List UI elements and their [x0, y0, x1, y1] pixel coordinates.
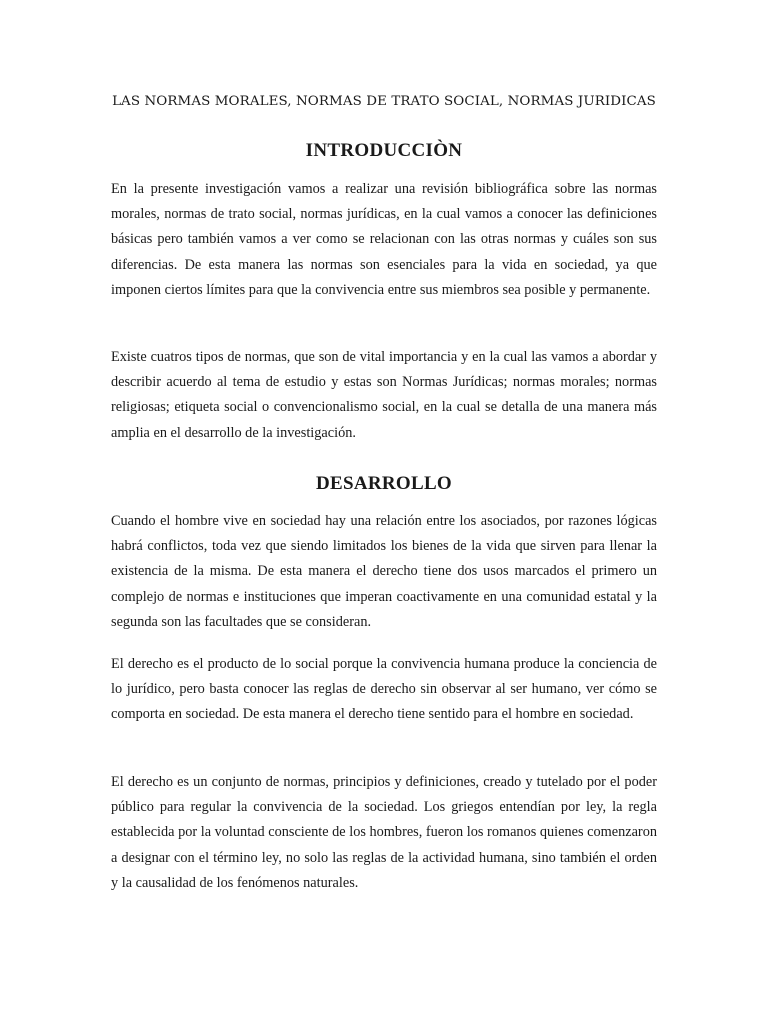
intro-paragraph-1: En la presente investigación vamos a realizar una revisión bibliográfica sobre las normas morales, normas de trato social, normas jurídicas, en la cual vamos a conocer las definiciones básicas pero también vamos a ver como se relacionan con las otras normas y cuáles son sus diferencias. De esta manera las normas son esenciales para la vida en sociedad, ya que imponen ciertos límites para que la convivencia entre sus miembros sea posible y permanente.	[111, 181, 657, 298]
document-title: LAS NORMAS MORALES, NORMAS DE TRATO SOCIAL, NORMAS JURIDICAS	[112, 94, 656, 109]
desarrollo-paragraph-3: El derecho es un conjunto de normas, principios y definiciones, creado y tutelado por el poder público para regular la convivencia de la sociedad. Los griegos entendían por ley, la regla establecida por la voluntad consciente de los hombres, fueron los romanos quienes comenzaron a designar con el término ley, no solo las reglas de la actividad humana, sino también el orden y la causalidad de los fenómenos naturales.	[111, 774, 657, 891]
desarrollo-paragraph-1: Cuando el hombre vive en sociedad hay una relación entre los asociados, por razones lógicas habrá conflictos, toda vez que siendo limitados los bienes de la vida que sirven para llenar la existencia de la misma. De esta manera el derecho tiene dos usos marcados el primero un complejo de normas e instituciones que imperan coactivamente en una comunidad estatal y la segunda son las facultades que se consideran.	[111, 513, 657, 630]
intro-paragraph-2: Existe cuatros tipos de normas, que son de vital importancia y en la cual las vamos a abordar y describir acuerdo al tema de estudio y estas son Normas Jurídicas; normas morales; normas religiosas; etiqueta social o convencionalismo social, en la cual se detalla de una manera más amplia en el desarrollo de la investigación.	[111, 349, 657, 441]
desarrollo-paragraph-2: El derecho es el producto de lo social porque la convivencia humana produce la conciencia de lo jurídico, pero basta conocer las reglas de derecho sin observar al ser humano, ver cómo se comporta en sociedad. De esta manera el derecho tiene sentido para el hombre en sociedad.	[111, 656, 657, 723]
section-heading-desarrollo: DESARROLLO	[315, 473, 453, 494]
section-heading-introduccion: INTRODUCCIÒN	[305, 140, 463, 161]
